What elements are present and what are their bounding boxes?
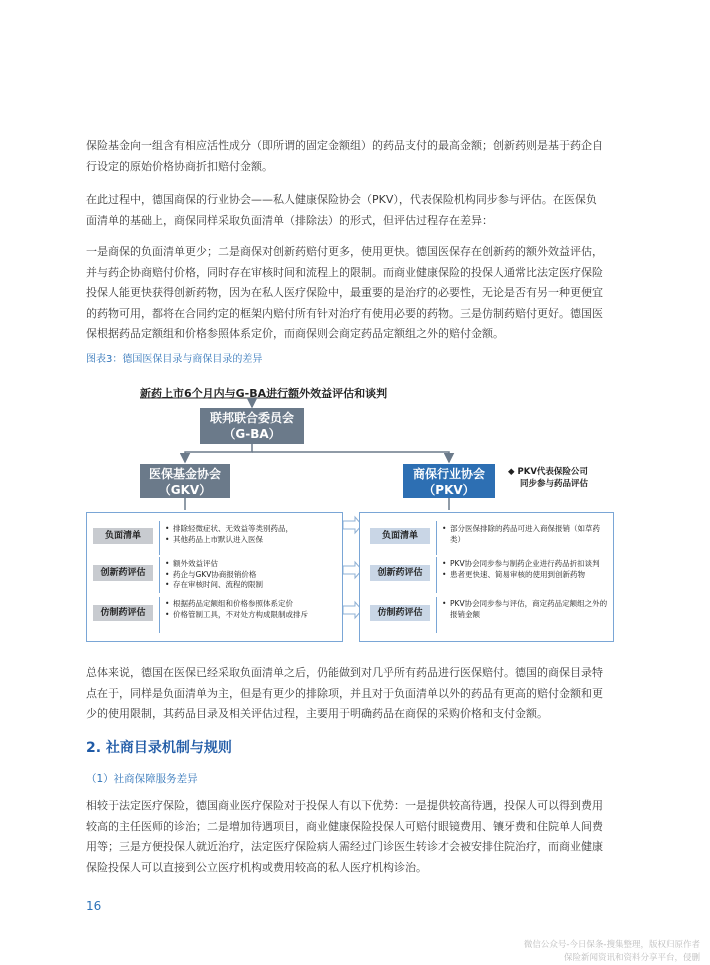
pkv-generic-items [442, 599, 608, 620]
watermark-line1: 微信公众号-今日保条-搜集整理，版权归原作者 [523, 940, 700, 950]
list-item: • 根据药品定额组和价格参照体系定价 [165, 599, 337, 610]
gba-box [200, 408, 304, 444]
paragraph-summary: 总体来说，德国在医保已经采取负面清单之后，仍能做到对几乎所有药品进行医保赔付。德国的商保目录特点在于，同样是负面清单为主，但是有更少的排除项，并且对于负面清单以外的药品有更高的赔付金额和更少的使用限制，其药品目录及相关评估过程，主要用于明确药品在商保的采购价格和支付金额。 [86, 666, 603, 720]
pkv-tag-generic: 仿制药评估 [370, 605, 430, 621]
gkv-tag-innovative: 创新药评估 [93, 565, 153, 581]
watermark-line2: 保险新闻资讯和资料分享平台，侵删 [563, 953, 700, 963]
paragraph-pkv-participation: 在此过程中，德国商保的行业协会——私人健康保险协会（PKV），代表保险机构同步参与评估。在医保负面清单的基础上，商保同样采取负面清单（排除法）的形式，但评估过程存在差异： [86, 193, 597, 227]
pkv-innovative-items [442, 559, 608, 580]
list-item: • PKV协会同步参与评估，商定药品定额组之外的报销金额 [442, 599, 608, 620]
gkv-separator-1 [159, 521, 160, 555]
paragraph-fixed-amount: 保险基金向一组含有相应活性成分（即所谓的固定金额组）的药品支付的最高金额；创新药则是基于药企自行设定的原始价格协商折扣赔付金额。 [86, 139, 603, 173]
gkv-abbr: （GKV） [158, 483, 212, 497]
list-item: • 患者更快速、简易审核的使用到创新药物 [442, 570, 608, 581]
gkv-tag-generic: 仿制药评估 [93, 605, 153, 621]
arrow-to-pkv [252, 452, 449, 462]
pkv-tag-negative-list: 负面清单 [370, 528, 430, 544]
list-item: • PKV协会同步参与制药企业进行药品折扣谈判 [442, 559, 608, 570]
gkv-generic-items [165, 599, 337, 620]
list-item: • 存在审核时间、流程的限制 [165, 580, 337, 591]
gba-abbr: （G-BA） [223, 427, 281, 441]
list-item: • 价格管制工具，不对处方构成限制或排斥 [165, 610, 337, 621]
gkv-box [140, 464, 230, 498]
list-item: • 额外效益评估 [165, 559, 337, 570]
diagram-top-label: 新药上市6个月内与G-BA进行额外效益评估和谈判 [140, 387, 388, 400]
pkv-note-line1: ◆ PKV代表保险公司 [508, 467, 588, 477]
pkv-abbr: （PKV） [423, 483, 475, 497]
pkv-panel [359, 512, 614, 642]
list-item [165, 535, 337, 546]
list-item: • 药企与GKV协商报销价格 [165, 570, 337, 581]
gkv-name: 医保基金协会 [148, 467, 221, 481]
paragraph-advantages: 相较于法定医疗保险，德国商业医疗保险对于投保人有以下优势：一是提供较高待遇，投保人可以得到费用较高的主任医师的诊治；二是增加待遇项目，商业健康保险投保人可赔付眼镜费用、镶牙费和住院单人间费用等；三是方便投保人就近治疗，法定医疗保险病人需经过门诊医生转诊才会被安排住院治疗，而商业健康保险投保人可以直接到公立医疗机构或费用较高的私人医疗机构诊治。 [86, 799, 603, 874]
gkv-innovative-items [165, 559, 337, 591]
paragraph-differences: 一是商保的负面清单更少；二是商保对创新药赔付更多，使用更快。德国医保存在创新药的额外效益评估，并与药企协商赔付价格，同时存在审核时间和流程上的限制。而商业健康保险的投保人通常比法定医疗保险投保人能更快获得创新药物，因为在私人医疗保险中，最重要的是治疗的必要性，无论是否有另一种更便宜的药物可用，都将在合同约定的框架内赔付所有针对治疗有使用必要的药物。三是仿制药赔付更好。德国医保根据药品定额组和价格参照体系定价，而商保则会商定药品定额组之外的赔付金额。 [86, 245, 603, 340]
pkv-negative-list-items [442, 524, 608, 545]
gkv-separator-3 [159, 597, 160, 633]
figure-caption: 图表3：德国医保目录与商保目录的差异 [86, 354, 263, 365]
pkv-name: 商保行业协会 [412, 467, 485, 481]
page-number: 16 [86, 899, 102, 913]
sub-heading: （1）社商保障服务差异 [86, 773, 198, 785]
pkv-note [508, 466, 588, 490]
list-item: • 部分医保排除的药品可进入商保报销（如草药类） [442, 524, 608, 545]
watermark [460, 939, 700, 965]
list-item-text: 其他药品上市默认进入医保 [173, 534, 263, 544]
gkv-negative-list-items [165, 524, 337, 545]
pkv-tag-innovative: 创新药评估 [370, 565, 430, 581]
arrow-to-gkv [185, 444, 252, 462]
list-item: • 排除轻微症状、无效益等类别药品， [165, 524, 337, 535]
pkv-separator-3 [436, 597, 437, 633]
section-heading: 2. 社商目录机制与规则 [86, 740, 232, 756]
pkv-note-line2: 同步参与药品评估 [520, 479, 589, 489]
gkv-panel [86, 512, 343, 642]
pkv-separator-1 [436, 521, 437, 555]
pkv-separator-2 [436, 557, 437, 593]
gba-name: 联邦联合委员会 [209, 411, 294, 425]
pkv-box [403, 464, 495, 498]
gkv-tag-negative-list: 负面清单 [93, 528, 153, 544]
gkv-separator-2 [159, 557, 160, 593]
